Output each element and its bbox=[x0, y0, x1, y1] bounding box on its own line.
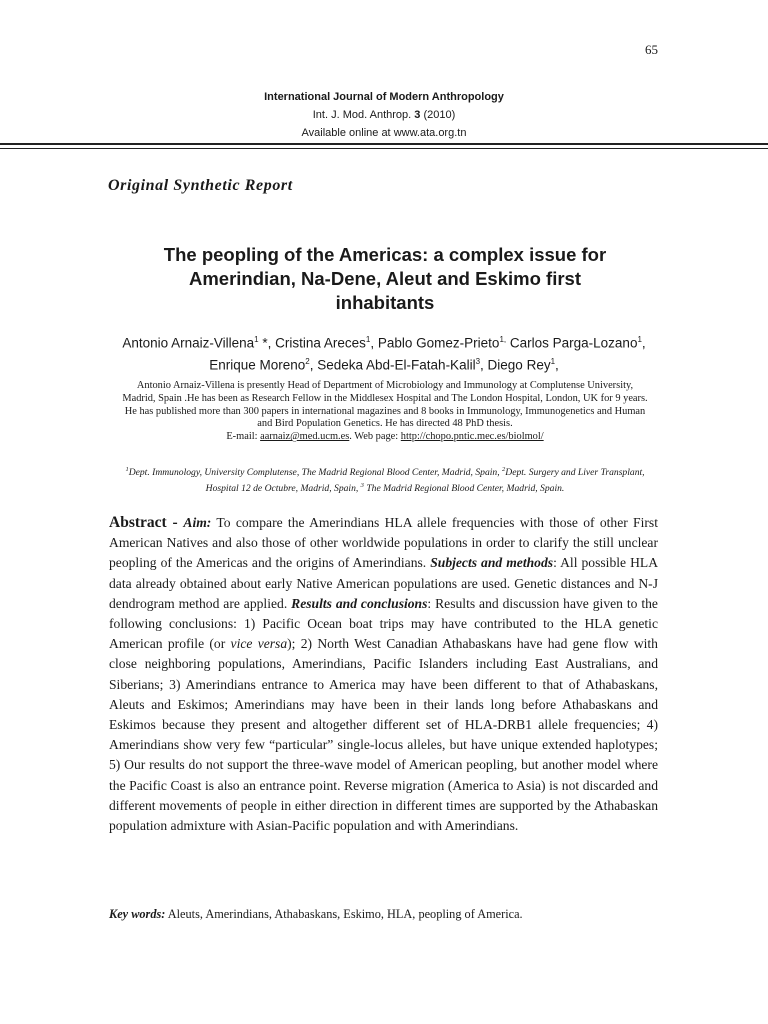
vice-versa: vice versa bbox=[230, 636, 288, 652]
author: Cristina Areces bbox=[275, 335, 366, 351]
keywords bbox=[109, 907, 658, 922]
separator: , bbox=[480, 357, 488, 372]
author: Pablo Gomez-Prieto bbox=[377, 335, 500, 351]
report-type: Original Synthetic Report bbox=[108, 177, 293, 194]
methods-text: : All possible HLA data already obtained about early Native American populations are used. Genetic distances and N-J dendrogram method are applied. bbox=[109, 555, 659, 611]
aim-label: Aim: bbox=[183, 515, 212, 530]
author: Antonio Arnaiz-Villena bbox=[122, 335, 255, 351]
affiliation: Dept. Surgery and Liver Transplant, Hospital 12 de Octubre, Madrid, Spain, bbox=[205, 467, 645, 495]
separator: , bbox=[309, 357, 318, 372]
results-label: Results and conclusions bbox=[291, 595, 428, 611]
aim-text: To compare the Amerindians HLA allele frequencies with those of other First American Natives and also those of other worldwide populations in order to clarify the still unclear peopling of the Americas and the origins of Amerindians. bbox=[109, 515, 658, 571]
affiliation: Dept. Immunology, University Complutense, The Madrid Regional Blood Center, Madrid, Spain, bbox=[128, 467, 503, 479]
page-number: 65 bbox=[645, 42, 658, 57]
title-line: The peopling of the Americas: a complex issue for bbox=[163, 244, 607, 265]
author: Enrique Moreno bbox=[209, 357, 306, 372]
title-line: Amerindian, Na-Dene, Aleut and Eskimo first bbox=[188, 268, 581, 289]
journal-availability bbox=[0, 124, 768, 142]
journal-name: International Journal of Modern Anthropology bbox=[264, 91, 504, 103]
citation-prefix: Int. J. Mod. Anthrop. bbox=[312, 109, 412, 121]
author: Sedeka Abd-El-Fatah-Kalil bbox=[317, 357, 476, 372]
results-text: ); 2) North West Canadian Athabaskans have had gene flow with close neighboring populations, Amerindians, Pacific Islanders including East Australians, and Siberians; 3) Amerindians entrance to America may have been different to that of Athabaskans, Aleuts and Eskimos; Amerindians may have been in their lands long before Athabaskans and Eskimos because they present and altogether different set of HLA-DRB1 allele frequencies; 4) Amerindians show very few “particular” single-locus alleles, but have unique extended haplotypes; 5) Our results do not support the three-wave model of American peopling, but another model where the Pacific Coast is also an entrance point. Reverse migration (America to Asia) is not discarded and different movements of people in either direction in different times are supported by the Athabaskan population admixture with Asian-Pacific population and with Amerindians. bbox=[109, 636, 658, 834]
affil-sup: 2 bbox=[305, 356, 310, 366]
affil-sup: 3 bbox=[475, 356, 481, 366]
web-label: . Web page: bbox=[349, 431, 401, 443]
keywords-text: Aleuts, Amerindians, Athabaskans, Eskimo, HLA, peopling of America. bbox=[165, 907, 523, 921]
affiliation: The Madrid Regional Blood Center, Madrid, Spain. bbox=[363, 483, 565, 495]
author-list bbox=[104, 331, 664, 374]
author: Diego Rey bbox=[487, 357, 551, 372]
header-rule-thin bbox=[0, 148, 768, 149]
methods-label: Subjects and methods bbox=[430, 555, 554, 571]
results-text: : Results and discussion have given to the following conclusions: 1) Pacific Ocean boat trips may have contributed to the HLA genetic American profile (or bbox=[109, 595, 658, 652]
affil-sup: 3 bbox=[360, 482, 364, 490]
volume: 3 bbox=[414, 109, 421, 121]
author: Carlos Parga-Lozano bbox=[506, 335, 638, 351]
journal-header bbox=[0, 88, 768, 142]
affil-sup: 1 bbox=[550, 356, 556, 366]
affil-sup: 1 bbox=[254, 335, 259, 344]
email-label: E-mail: bbox=[226, 431, 261, 443]
author-bio bbox=[120, 380, 650, 444]
corresponding-mark: *, bbox=[258, 335, 276, 351]
bio-text: Antonio Arnaiz-Villena is presently Head of Department of Microbiology and Immunology at Complutense University, Madrid, Spain .He has been as Research Fellow in the Middlesex Hospital and The London Hospital, London, UK for 9 years. He has published more than 300 papers in international magazines and 8 books in Immunology, Immunogenetics and Human and Bird Population Genetics. He has directed 48 PhD thesis. bbox=[122, 380, 648, 430]
keywords-label: Key words: bbox=[109, 907, 166, 921]
year: (2010) bbox=[423, 109, 456, 121]
affil-sup: 1, bbox=[499, 335, 507, 344]
email-link[interactable]: aarnaiz@med.ucm.es bbox=[260, 431, 350, 443]
header-rule-thick bbox=[0, 143, 768, 145]
web-link[interactable]: http://chopo.pntic.mec.es/biolmol/ bbox=[400, 431, 544, 443]
title-line: inhabitants bbox=[335, 292, 435, 313]
separator: , bbox=[641, 335, 646, 351]
journal-website: www.ata.org.tn bbox=[393, 127, 467, 139]
paper-title bbox=[120, 243, 650, 315]
affil-sup: 1 bbox=[365, 335, 371, 344]
availability-prefix: Available online at bbox=[301, 127, 391, 139]
affil-sup: 1 bbox=[125, 466, 129, 473]
affiliations bbox=[108, 463, 662, 495]
abstract bbox=[109, 513, 658, 836]
abstract-label: Abstract - bbox=[109, 514, 184, 531]
affil-sup: 2 bbox=[502, 466, 506, 473]
affil-sup: 1 bbox=[637, 335, 642, 344]
separator: , bbox=[555, 357, 559, 372]
separator: , bbox=[370, 335, 378, 351]
journal-citation bbox=[0, 106, 768, 124]
